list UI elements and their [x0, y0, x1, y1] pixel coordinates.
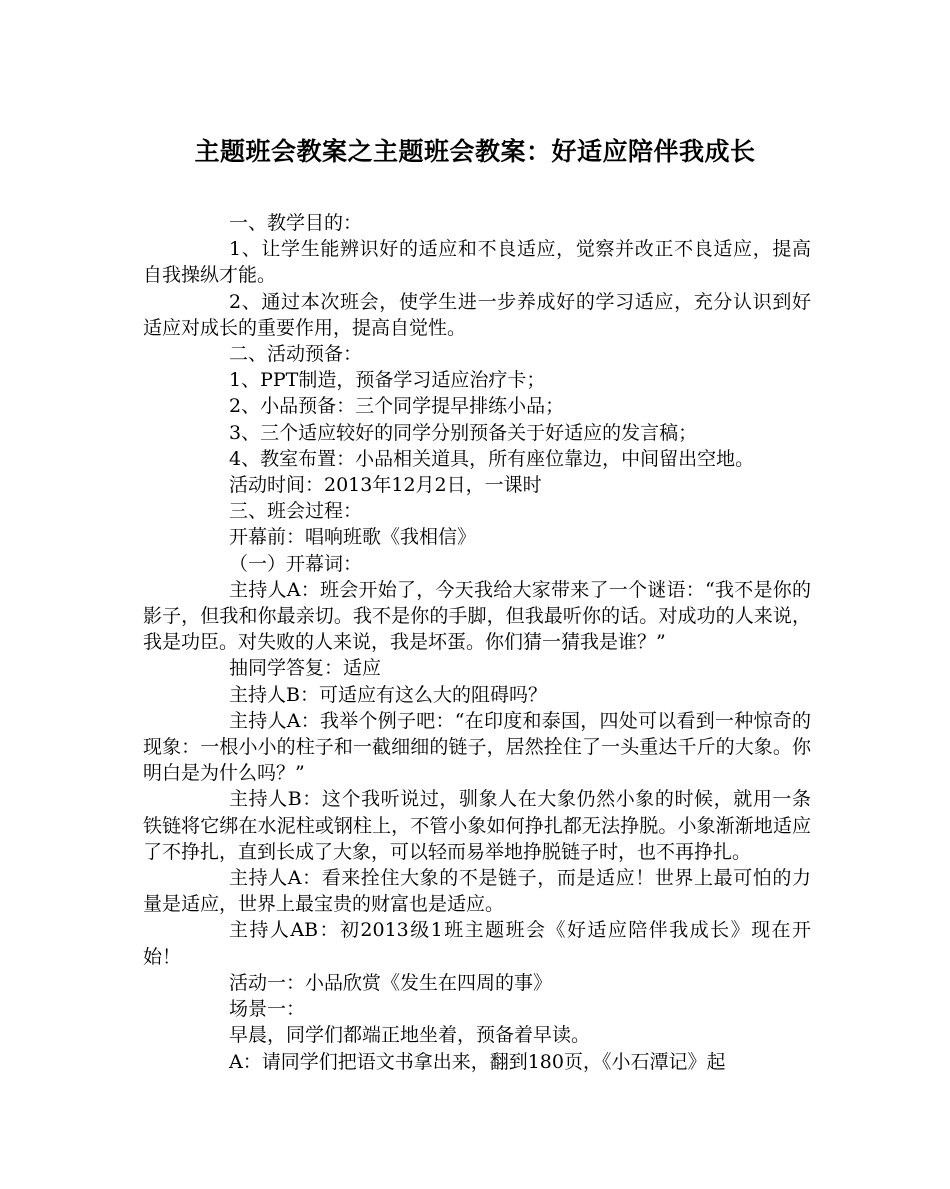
- paragraph: 活动时间：2013年12月2日，一课时: [229, 474, 542, 497]
- paragraph: 三、班会过程：: [229, 500, 363, 523]
- paragraph: 主持人A：班会开始了，今天我给大家带来了一个谜语：“我不是你的影子，但我和你最亲切。我不是你的手脚，但我最听你的话。对成功的人来说，我是功臣。对失败的人来说，我是坏蛋。你们猜一猜我是谁？”: [143, 578, 811, 654]
- paragraph: 4、教室布置：小品相关道具，所有座位靠边，中间留出空地。: [229, 447, 755, 470]
- paragraph: 3、三个适应较好的同学分别预备关于好适应的发言稿；: [229, 421, 698, 444]
- paragraph: A：请同学们把语文书拿出来，翻到180页，《小石潭记》起: [229, 1050, 726, 1073]
- paragraph: 开幕前：唱响班歌《我相信》: [229, 526, 477, 549]
- document-title: 主题班会教案之主题班会教案：好适应陪伴我成长: [194, 137, 756, 166]
- paragraph: 1、PPT制造，预备学习适应治疗卡；: [229, 369, 546, 392]
- paragraph: 主持人B：可适应有这么大的阻碍吗？: [229, 683, 547, 706]
- document-body: [143, 210, 811, 1075]
- paragraph: 主持人AB：初2013级1班主题班会《好适应陪伴我成长》现在开始！: [143, 919, 811, 968]
- paragraph: 2、小品预备：三个同学提早排练小品；: [229, 395, 565, 418]
- paragraph: 主持人A：看来拴住大象的不是链子，而是适应！世界上最可怕的力量是适应，世界上最宝贵的财富也是适应。: [143, 867, 811, 916]
- paragraph: 1、让学生能辨识好的适应和不良适应，觉察并改正不良适应，提高自我操纵才能。: [143, 238, 811, 287]
- paragraph: 一、教学目的：: [229, 212, 363, 234]
- paragraph: （一）开幕词：: [229, 552, 363, 575]
- paragraph: 早晨，同学们都端正地坐着，预备着早读。: [229, 1024, 591, 1047]
- paragraph: 活动一：小品欣赏《发生在四周的事》: [229, 971, 553, 994]
- paragraph: 场景一：: [229, 998, 306, 1021]
- paragraph: 二、活动预备：: [229, 343, 363, 366]
- paragraph: 主持人A：我举个例子吧：“在印度和泰国，四处可以看到一种惊奇的现象：一根小小的柱子和一截细细的链子，居然拴住了一头重达千斤的大象。你明白是为什么吗？”: [143, 709, 811, 785]
- paragraph: 主持人B：这个我听说过，驯象人在大象仍然小象的时候，就用一条铁链将它绑在水泥柱或钢柱上，不管小象如何挣扎都无法挣脱。小象渐渐地适应了不挣扎，直到长成了大象，可以轻而易举地挣脱链子时，也不再挣扎。: [143, 788, 811, 863]
- paragraph: 抽同学答复：适应: [229, 657, 382, 680]
- paragraph: 2、通过本次班会，使学生进一步养成好的学习适应，充分认识到好适应对成长的重要作用，提高自觉性。: [143, 290, 811, 339]
